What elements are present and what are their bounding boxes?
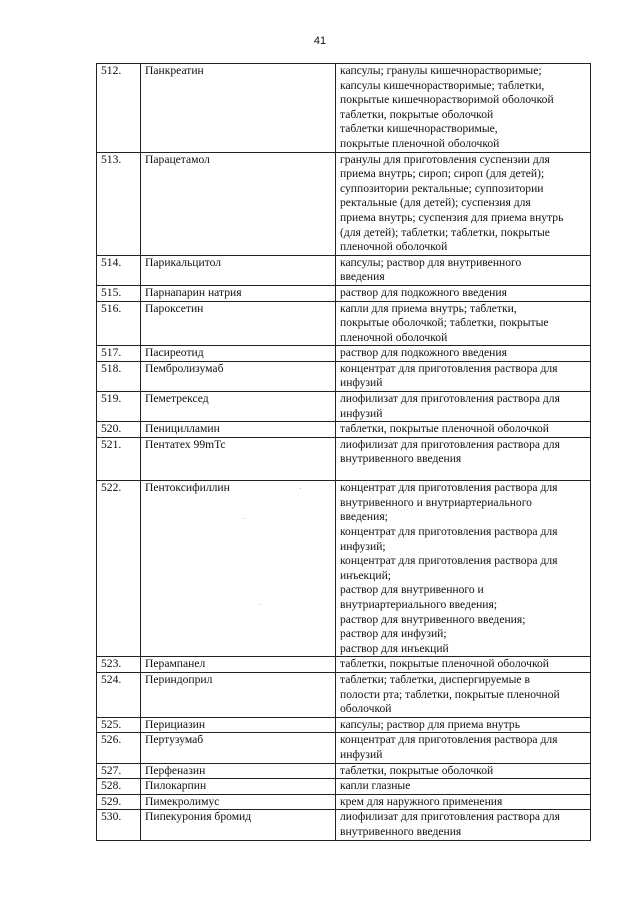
dosage-form: лиофилизат для приготовления раствора для инфузий — [336, 392, 591, 422]
dosage-form: гранулы для приготовления суспензии для приема внутрь; сироп; сироп (для детей); суппозитории ректальные; суппозитории ректальные (для детей); суспензия для приема внутрь; суспензия для приема внутрь (для детей); таблетки; таблетки, покрытые пленочной оболочкой — [336, 152, 591, 255]
table-row — [97, 255, 591, 285]
table-row — [97, 346, 591, 362]
drug-name: Пембролизумаб — [141, 361, 336, 391]
drug-name: Парнапарин натрия — [141, 285, 336, 301]
row-number: 520. — [97, 422, 141, 438]
dosage-form: капли глазные — [336, 779, 591, 795]
drug-name: Пилокарпин — [141, 779, 336, 795]
row-number: 518. — [97, 361, 141, 391]
table-row — [97, 422, 591, 438]
drug-name: Пимекролимус — [141, 794, 336, 810]
drug-name: Перициазин — [141, 717, 336, 733]
table-row — [97, 810, 591, 840]
drug-name: Пентатех 99mTc — [141, 437, 336, 480]
row-number: 529. — [97, 794, 141, 810]
table-row — [97, 392, 591, 422]
dosage-form: капсулы; раствор для внутривенного введения — [336, 255, 591, 285]
table-row — [97, 733, 591, 763]
table-row — [97, 301, 591, 346]
page-number: 41 — [313, 35, 327, 47]
row-number: 525. — [97, 717, 141, 733]
row-number: 521. — [97, 437, 141, 480]
scan-speck — [300, 488, 301, 489]
row-number: 516. — [97, 301, 141, 346]
row-number: 515. — [97, 285, 141, 301]
drug-name: Пентоксифиллин — [141, 481, 336, 657]
dosage-form: капли для приема внутрь; таблетки, покрытые оболочкой; таблетки, покрытые пленочной оболочкой — [336, 301, 591, 346]
row-number: 517. — [97, 346, 141, 362]
drug-name: Пипекурония бромид — [141, 810, 336, 840]
row-number: 524. — [97, 672, 141, 717]
drug-name: Пасиреотид — [141, 346, 336, 362]
scan-speck — [260, 604, 261, 605]
dosage-form: таблетки, покрытые оболочкой — [336, 763, 591, 779]
dosage-form: таблетки; таблетки, диспергируемые в полости рта; таблетки, покрытые пленочной оболочкой — [336, 672, 591, 717]
drug-list-table — [96, 63, 591, 841]
row-number: 527. — [97, 763, 141, 779]
drug-name: Периндоприл — [141, 672, 336, 717]
drug-name: Перфеназин — [141, 763, 336, 779]
table-row — [97, 64, 591, 153]
table-row — [97, 657, 591, 673]
scan-speck — [243, 518, 244, 519]
row-number: 522. — [97, 481, 141, 657]
drug-name: Парикальцитол — [141, 255, 336, 285]
table-row — [97, 779, 591, 795]
dosage-form: крем для наружного применения — [336, 794, 591, 810]
row-number: 513. — [97, 152, 141, 255]
table-row — [97, 285, 591, 301]
table-row — [97, 717, 591, 733]
dosage-form: концентрат для приготовления раствора для внутривенного и внутриартериального введения; концентрат для приготовления раствора для инфузий; концентрат для приготовления раствора для инъекций; раствор для внутривенного и внутриартериального введения; раствор для внутривенного введения; раствор для инфузий; раствор для инъекций — [336, 481, 591, 657]
row-number: 528. — [97, 779, 141, 795]
dosage-form: лиофилизат для приготовления раствора для внутривенного введения — [336, 437, 591, 480]
table-row — [97, 361, 591, 391]
dosage-form: раствор для подкожного введения — [336, 346, 591, 362]
table-row — [97, 672, 591, 717]
table-row — [97, 763, 591, 779]
drug-name: Пертузумаб — [141, 733, 336, 763]
row-number: 523. — [97, 657, 141, 673]
table-row — [97, 437, 591, 480]
drug-name: Пеницилламин — [141, 422, 336, 438]
dosage-form: капсулы; раствор для приема внутрь — [336, 717, 591, 733]
drug-name: Пароксетин — [141, 301, 336, 346]
table-row — [97, 152, 591, 255]
dosage-form: таблетки, покрытые пленочной оболочкой — [336, 657, 591, 673]
row-number: 526. — [97, 733, 141, 763]
drug-name: Перампанел — [141, 657, 336, 673]
drug-name: Парацетамол — [141, 152, 336, 255]
dosage-form: капсулы; гранулы кишечнорастворимые; капсулы кишечнорастворимые; таблетки, покрытые кишечнорастворимой оболочкой таблетки, покрытые оболочкой таблетки кишечнорастворимые, покрытые пленочной оболочкой — [336, 64, 591, 153]
dosage-form: концентрат для приготовления раствора для инфузий — [336, 361, 591, 391]
dosage-form: таблетки, покрытые пленочной оболочкой — [336, 422, 591, 438]
drug-name: Панкреатин — [141, 64, 336, 153]
row-number: 512. — [97, 64, 141, 153]
dosage-form: раствор для подкожного введения — [336, 285, 591, 301]
row-number: 519. — [97, 392, 141, 422]
dosage-form: лиофилизат для приготовления раствора для внутривенного введения — [336, 810, 591, 840]
table-row — [97, 481, 591, 657]
table-row — [97, 794, 591, 810]
dosage-form: концентрат для приготовления раствора для инфузий — [336, 733, 591, 763]
row-number: 514. — [97, 255, 141, 285]
row-number: 530. — [97, 810, 141, 840]
drug-name: Пеметрексед — [141, 392, 336, 422]
